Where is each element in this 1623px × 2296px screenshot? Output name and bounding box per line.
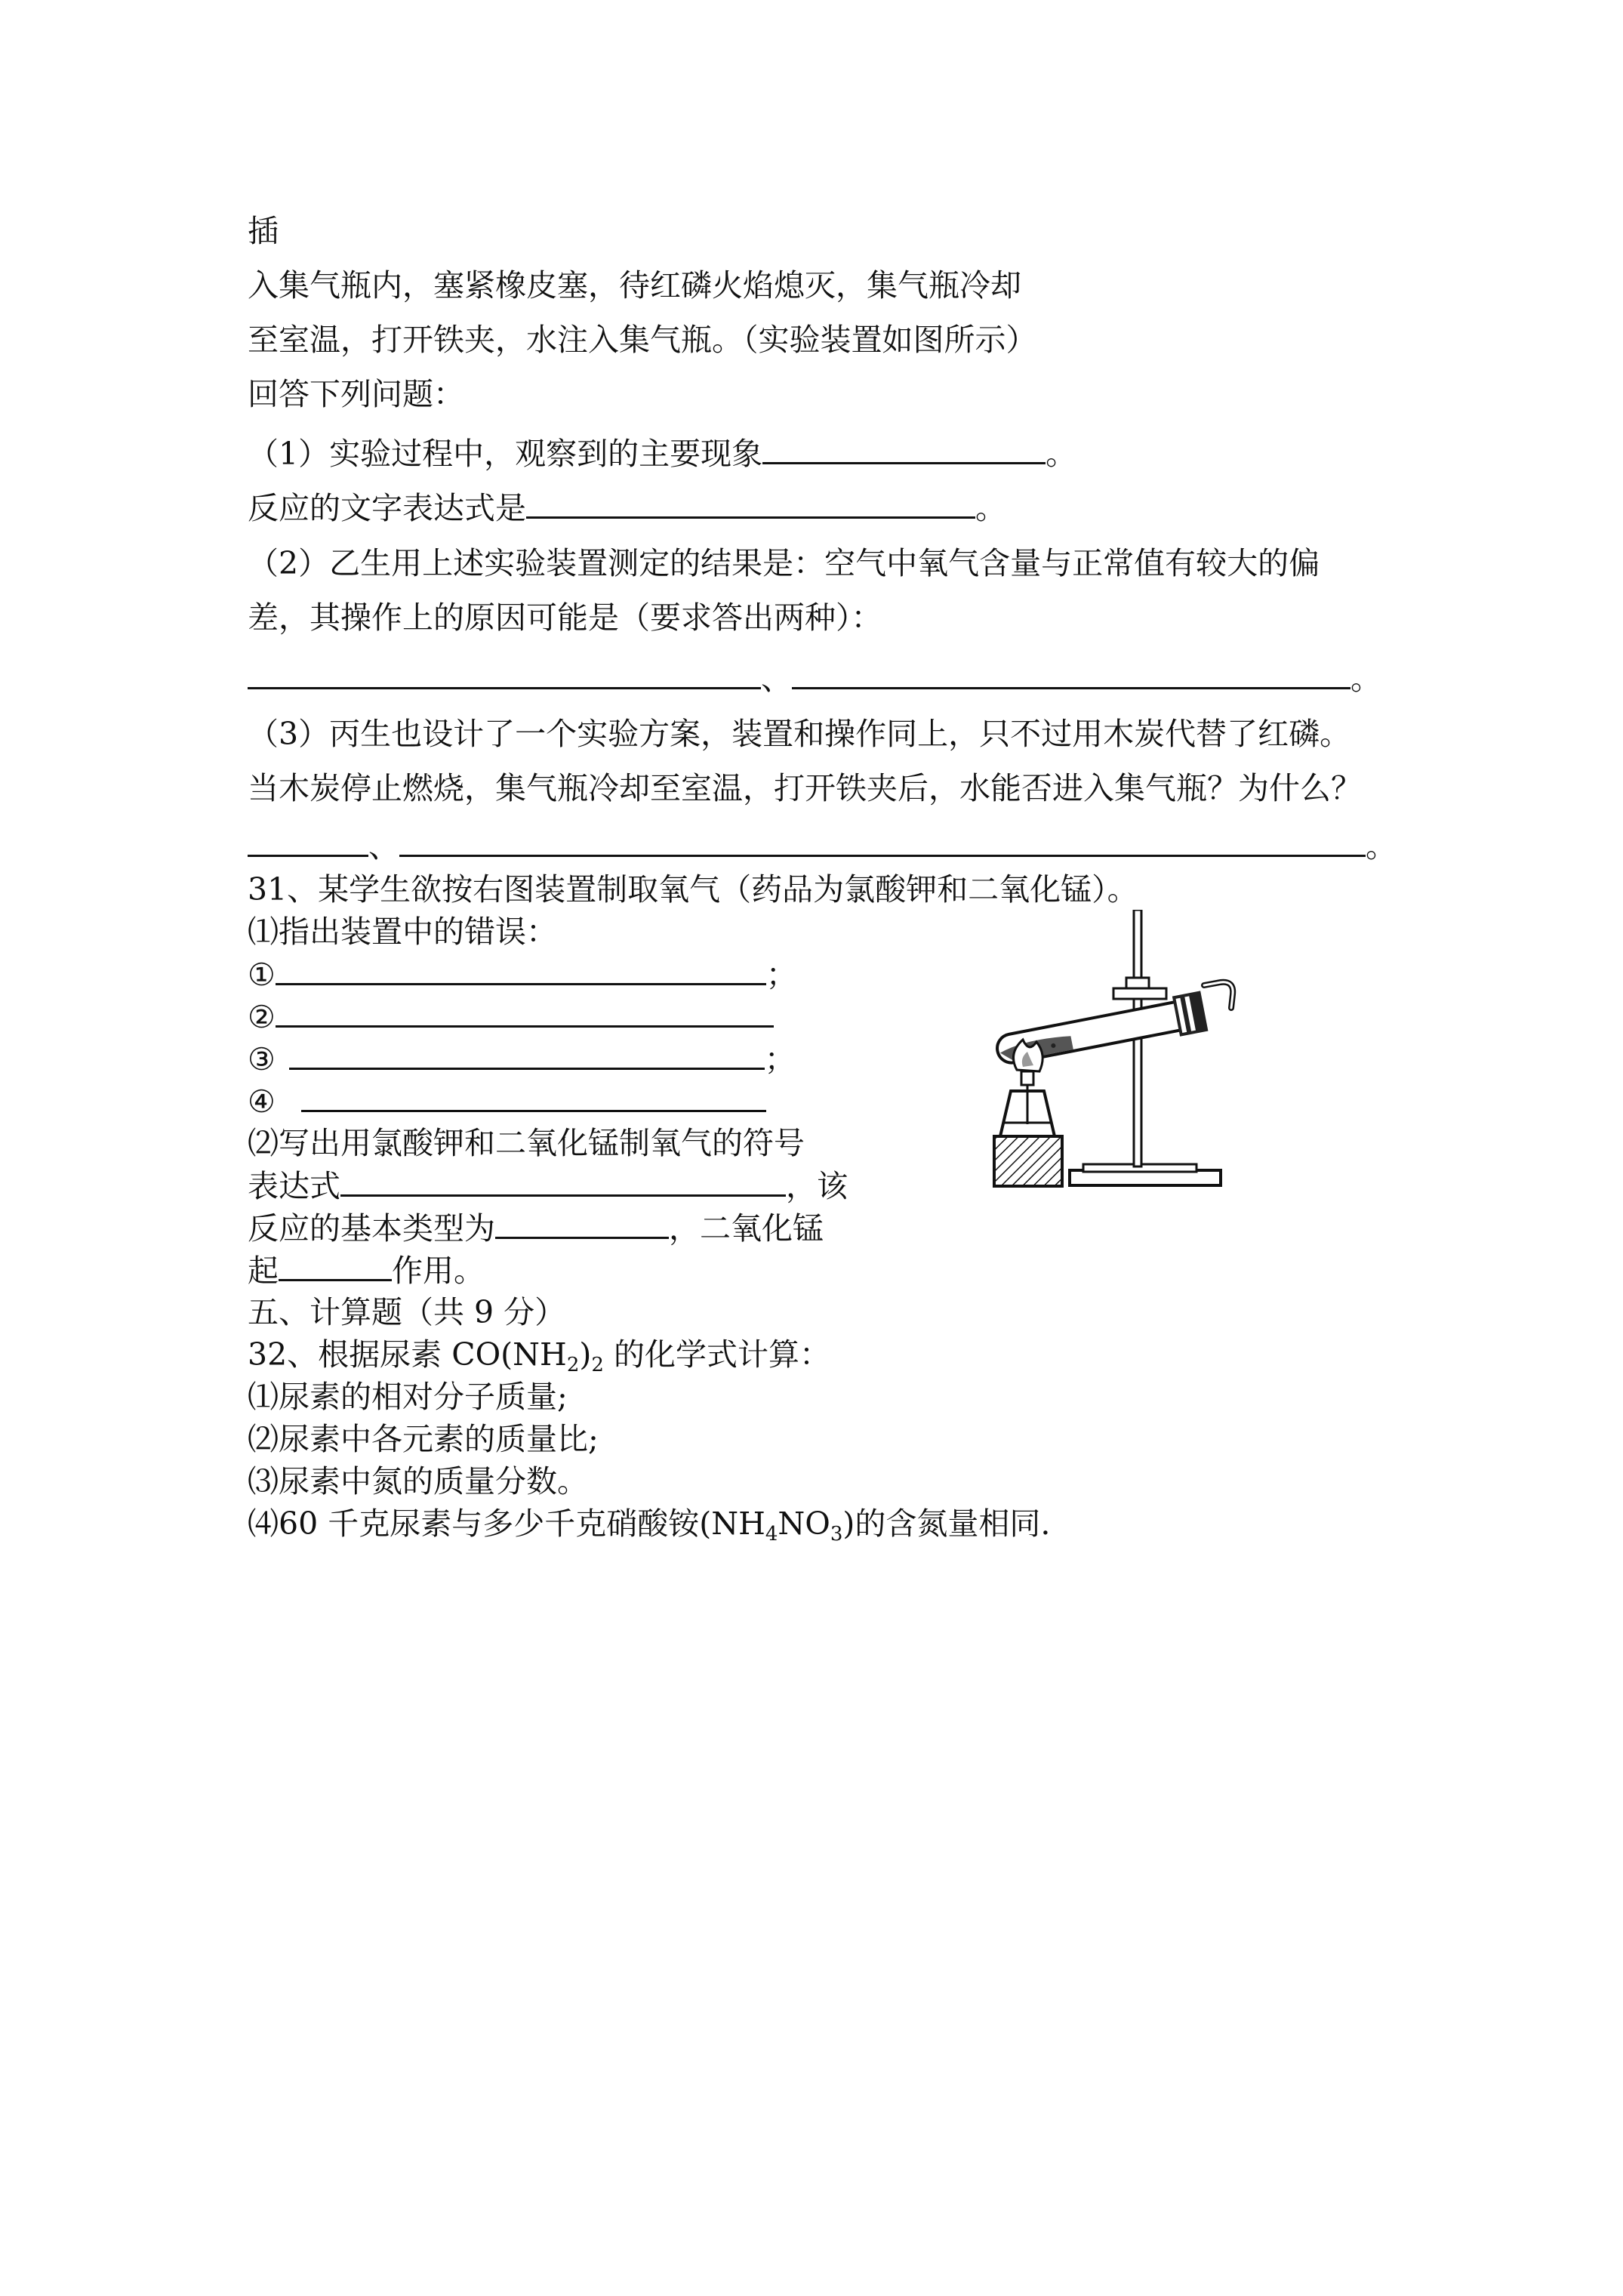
answer-blank-why[interactable] [399,824,1366,857]
q30-part2-answers [248,657,1381,700]
q30-part1b-text: 反应的文字表达式是 [248,490,526,526]
q31-part2-line1: ⑵写出用氯酸钾和二氧化锰制氧气的符号 [248,1125,805,1161]
intro-line-2: 入集气瓶内，塞紧橡皮塞，待红磷火焰熄灭，集气瓶冷却 [248,267,1021,304]
q30-part3-end: 。 [1366,828,1397,864]
q30-part3-line1: （3）丙生也设计了一个实验方案，装置和操作同上，只不过用木炭代替了红磷。 [248,716,1351,752]
q31-error-2-marker: ② [248,999,276,1035]
q32-title-sub2: 2 [591,1354,604,1376]
q32-item-4 [248,1502,1050,1545]
q32-item-4-sub2: 3 [830,1523,843,1546]
q30-part1b-end: 。 [975,490,1006,526]
q32-item-4-b: NO [778,1505,830,1542]
wooden-block [994,1136,1062,1186]
q31-part2-line4 [248,1249,485,1292]
q31-part2-line3 [248,1207,824,1250]
answer-blank-error-3[interactable] [289,1037,765,1070]
answer-blank-error-4[interactable] [301,1080,766,1112]
q30-part1-equation [248,486,1006,529]
q32-item-4-sub1: 4 [765,1523,778,1546]
q30-part2-line2: 差，其操作上的原因可能是（要求答出两种）： [248,599,882,636]
q32-item-4-a: ⑷60 千克尿素与多少千克硝酸铵(NH [248,1505,765,1542]
answer-blank-mno2-role[interactable] [279,1249,392,1281]
oxygen-apparatus-figure [978,910,1238,1189]
q30-part1-text: （1）实验过程中，观察到的主要现象 [248,436,763,472]
intro-line-4: 回答下列问题： [248,376,464,412]
q32-title [248,1333,830,1376]
answer-blank-can-water-enter[interactable] [248,824,368,857]
intro-line-3: 至室温，打开铁夹，水注入集气瓶。（实验装置如图所示） [248,322,1037,358]
q30-part3-sep: 、 [368,828,399,864]
q32-title-a: 32、根据尿素 CO(NH [248,1336,567,1373]
answer-blank-reason-2[interactable] [792,657,1350,689]
delivery-tube [1204,982,1233,1008]
q30-part1-observation [248,432,1076,475]
q31-title: 31、某学生欲按右图装置制取氧气（药品为氯酸钾和二氧化锰）。 [248,871,1138,908]
answer-blank-word-equation[interactable] [526,486,975,519]
q31-part1-prompt: ⑴指出装置中的错误： [248,914,557,950]
answer-blank-error-2[interactable] [276,995,774,1028]
q32-item-3: ⑶尿素中氮的质量分数。 [248,1463,588,1499]
q31-error-4 [248,1080,766,1123]
q31-part2-line4-b: 作用。 [392,1253,485,1289]
q31-part2-line3-b: ，二氧化锰 [669,1210,824,1247]
q30-part2-sep: 、 [761,661,792,697]
section5-title: 五、计算题（共 9 分） [248,1294,566,1330]
answer-blank-reason-1[interactable] [248,657,761,689]
q31-part2-line2 [248,1164,848,1207]
answer-blank-symbol-expression[interactable] [340,1164,786,1197]
q31-part2-line2-b: ，该 [786,1168,848,1204]
q31-error-1-marker: ① [248,957,276,993]
answer-blank-reaction-type[interactable] [495,1207,669,1239]
q31-error-1 [248,953,797,996]
q32-title-c: 的化学式计算： [603,1336,830,1373]
q31-error-2 [248,995,774,1038]
q31-part2-line4-a: 起 [248,1253,279,1289]
q31-error-4-marker: ④ [248,1083,276,1120]
q30-part3-answers [248,824,1397,868]
q32-item-1: ⑴尿素的相对分子质量; [248,1379,568,1415]
q30-part1-end: 。 [1046,436,1077,472]
q32-title-b: ) [579,1336,592,1373]
q31-error-3-marker: ③ [248,1041,276,1077]
q31-part2-line2-a: 表达式 [248,1168,340,1204]
intro-line-1: 插 [248,213,279,249]
q30-part2-line1: （2）乙生用上述实验装置测定的结果是：空气中氧气含量与正常值有较大的偏 [248,545,1320,581]
q31-error-3 [248,1037,796,1080]
q30-part2-end: 。 [1350,661,1381,697]
q30-part3-line2: 当木炭停止燃烧，集气瓶冷却至室温，打开铁夹后，水能否进入集气瓶？为什么？ [248,770,1362,806]
q32-item-2: ⑵尿素中各元素的质量比; [248,1421,599,1457]
q31-error-1-semicolon: ； [765,957,797,993]
q31-error-3-semicolon: ； [764,1041,796,1077]
answer-blank-observation[interactable] [762,432,1046,464]
q32-item-4-c: )的含氮量相同. [842,1505,1051,1542]
q32-title-sub: 2 [566,1354,580,1376]
answer-blank-error-1[interactable] [276,953,766,985]
q31-part2-line3-a: 反应的基本类型为 [248,1210,495,1247]
lamp-cap [1021,1071,1033,1085]
